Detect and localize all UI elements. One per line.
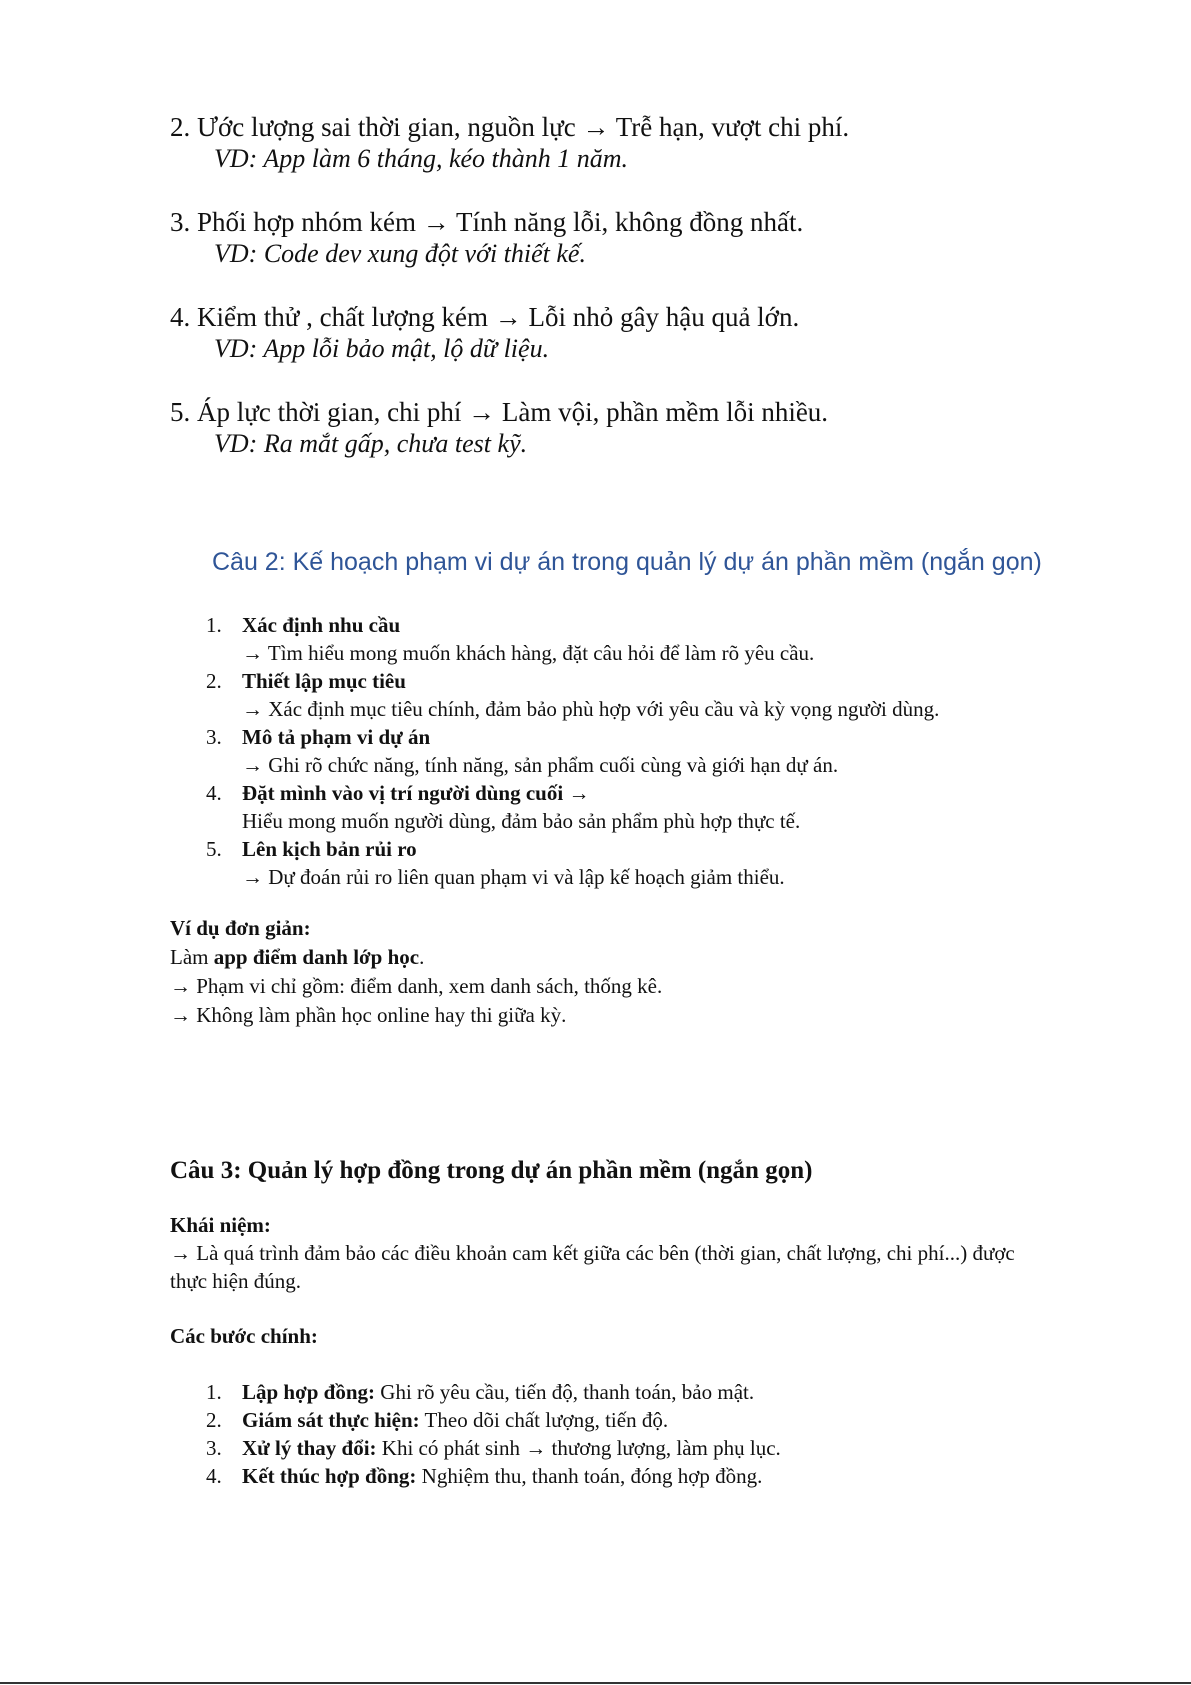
list-item-title: Giám sát thực hiện: [242, 1408, 420, 1432]
list-item [206, 1378, 1106, 1406]
list-item-description: Theo dõi chất lượng, tiến độ. [419, 1408, 669, 1432]
risk-example: VD: App lỗi bảo mật, lộ dữ liệu. [214, 334, 550, 363]
list-item-number: 2. [206, 669, 222, 693]
list-item-title: Xử lý thay đổi: [242, 1436, 377, 1460]
contract-steps-list [206, 1378, 1106, 1490]
list-item-number: 5. [206, 837, 222, 861]
list-item-number: 1. [206, 613, 222, 637]
list-item-description: Ghi rõ yêu cầu, tiến độ, thanh toán, bảo mật. [375, 1380, 755, 1404]
concept-block [170, 1211, 1050, 1295]
list-item-title: Mô tả phạm vi dự án [242, 725, 431, 749]
risk-title: 5. Áp lực thời gian, chi phí → Làm vội, phần mềm lỗi nhiều. [170, 397, 829, 427]
example-line [170, 943, 662, 972]
example-suffix: . [419, 945, 425, 969]
list-item-description: Nghiệm thu, thanh toán, đóng hợp đồng. [416, 1464, 763, 1488]
example-line: → Phạm vi chỉ gồm: điểm danh, xem danh sách, thống kê. [170, 974, 663, 998]
risk-title: 4. Kiểm thử , chất lượng kém → Lỗi nhỏ gây hậu quả lớn. [170, 302, 800, 332]
list-item-number: 2. [206, 1408, 222, 1432]
page-bottom-rule [0, 1682, 1191, 1684]
risk-list [170, 112, 1070, 492]
risk-item [170, 302, 1070, 364]
list-item-description: Khi có phát sinh → thương lượng, làm phụ lục. [376, 1436, 781, 1460]
list-item [206, 723, 1106, 779]
list-item-description: Hiểu mong muốn người dùng, đảm bảo sản phẩm phù hợp thực tế. [242, 809, 801, 833]
list-item-title: Lên kịch bản rủi ro [242, 837, 417, 861]
steps-label: Các bước chính: [170, 1324, 318, 1348]
risk-example: VD: App làm 6 tháng, kéo thành 1 năm. [214, 144, 629, 173]
scope-example [170, 914, 662, 1030]
list-item-description: → Ghi rõ chức năng, tính năng, sản phẩm cuối cùng và giới hạn dự án. [242, 753, 839, 777]
list-item-title: Đặt mình vào vị trí người dùng cuối → [242, 781, 590, 805]
list-item-title: Lập hợp đồng: [242, 1380, 376, 1404]
list-item-description: → Xác định mục tiêu chính, đảm bảo phù hợp với yêu cầu và kỳ vọng người dùng. [242, 697, 940, 721]
list-item-number: 3. [206, 725, 222, 749]
example-label: Ví dụ đơn giản: [170, 916, 311, 940]
list-item-number: 1. [206, 1380, 222, 1404]
list-item [206, 1462, 1106, 1490]
list-item-title: Thiết lập mục tiêu [242, 669, 406, 693]
section-2-heading: Câu 2: Kế hoạch phạm vi dự án trong quản lý dự án phần mềm (ngắn gọn) [212, 548, 1042, 576]
risk-title: 3. Phối hợp nhóm kém → Tính năng lỗi, không đồng nhất. [170, 207, 804, 237]
list-item-title: Kết thúc hợp đồng: [242, 1464, 417, 1488]
list-item-title: Xác định nhu cầu [242, 613, 401, 637]
concept-label: Khái niệm: [170, 1213, 271, 1237]
risk-item [170, 112, 1070, 174]
risk-title: 2. Ước lượng sai thời gian, nguồn lực → Trễ hạn, vượt chi phí. [170, 112, 850, 142]
list-item-number: 3. [206, 1436, 222, 1460]
list-item-description: → Dự đoán rủi ro liên quan phạm vi và lập kế hoạch giảm thiểu. [242, 865, 785, 889]
risk-example: VD: Code dev xung đột với thiết kế. [214, 239, 586, 268]
list-item [206, 611, 1106, 667]
list-item-number: 4. [206, 1464, 222, 1488]
example-line: → Không làm phần học online hay thi giữa kỳ. [170, 1003, 567, 1027]
list-item [206, 779, 1106, 835]
list-item-description: → Tìm hiểu mong muốn khách hàng, đặt câu hỏi để làm rõ yêu cầu. [242, 641, 815, 665]
list-item [206, 667, 1106, 723]
list-item [206, 1434, 1106, 1462]
concept-text: → Là quá trình đảm bảo các điều khoản cam kết giữa các bên (thời gian, chất lượng, chi phí...) được thực hiện đúng. [170, 1241, 1015, 1293]
risk-item [170, 397, 1070, 459]
list-item [206, 835, 1106, 891]
section-3-heading: Câu 3: Quản lý hợp đồng trong dự án phần mềm (ngắn gọn) [170, 1157, 813, 1184]
risk-item [170, 207, 1070, 269]
scope-steps-list [206, 611, 1106, 891]
list-item [206, 1406, 1106, 1434]
example-app-name: app điểm danh lớp học [213, 945, 420, 969]
example-prefix: Làm [170, 945, 214, 969]
risk-example: VD: Ra mắt gấp, chưa test kỹ. [214, 429, 528, 458]
list-item-number: 4. [206, 781, 222, 805]
